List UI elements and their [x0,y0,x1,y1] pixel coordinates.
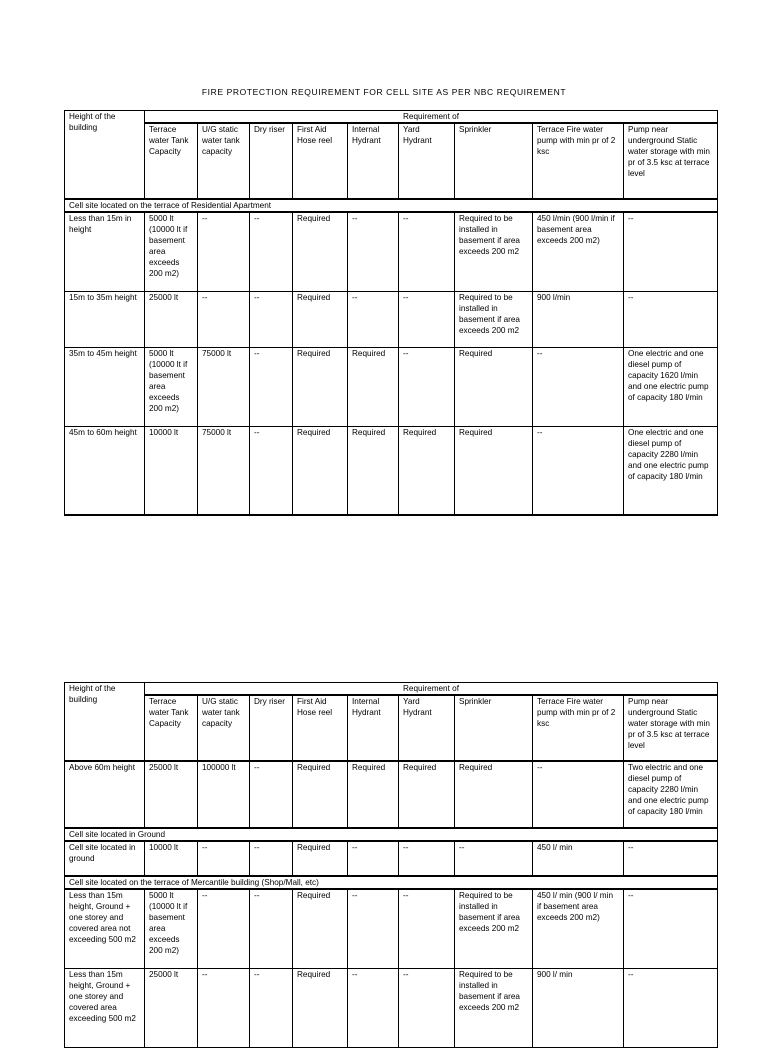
header-col: Internal Hydrant [348,695,399,761]
table-row [65,889,718,968]
header-row-top [65,683,718,696]
cell: One electric and one diesel pump of capacity 2280 l/min and one electric pump of capacity 180 l/min [624,426,718,515]
header-row-cols [65,123,718,199]
cell: 450 l/min (900 l/min if basement area exceeds 200 m2) [533,212,624,291]
cell: -- [399,968,455,1047]
cell: -- [533,761,624,828]
cell: -- [198,212,250,291]
cell: -- [250,889,293,968]
cell: -- [399,291,455,347]
cell: Required to be installed in basement if area exceeds 200 m2 [455,212,533,291]
section-row [65,876,718,889]
cell: -- [250,212,293,291]
cell: Required [293,212,348,291]
cell: Required [293,841,348,876]
cell: 900 l/ min [533,968,624,1047]
cell: -- [250,426,293,515]
cell: -- [250,291,293,347]
cell: One electric and one diesel pump of capacity 1620 l/min and one electric pump of capacity 180 l/min [624,347,718,426]
cell: Required [455,426,533,515]
header-col: Sprinkler [455,123,533,199]
header-col: Terrace Fire water pump with min pr of 2 ksc [533,695,624,761]
header-col: Pump near underground Static water storage with min pr of 3.5 ksc at terrace level [624,123,718,199]
header-height: Height of the building [65,111,145,200]
cell: 100000 lt [198,761,250,828]
cell: -- [250,347,293,426]
header-col: Dry riser [250,695,293,761]
cell: Required [293,347,348,426]
header-col: Pump near underground Static water storage with min pr of 3.5 ksc at terrace level [624,695,718,761]
cell: Less than 15m height, Ground + one storey and covered area not exceeding 500 m2 [65,889,145,968]
header-col: First Aid Hose reel [293,123,348,199]
cell: Required [348,426,399,515]
cell: 5000 lt (10000 lt if basement area exceeds 200 m2) [145,212,198,291]
cell: 25000 lt [145,968,198,1047]
fire-protection-table-continued [64,682,718,1048]
cell: 25000 lt [145,761,198,828]
cell: -- [624,212,718,291]
section-label: Cell site located in Ground [65,828,718,841]
cell: -- [624,968,718,1047]
cell: 35m to 45m height [65,347,145,426]
cell: 450 l/ min (900 l/ min if basement area exceeds 200 m2) [533,889,624,968]
cell: -- [198,291,250,347]
section-row [65,828,718,841]
header-col: U/G static water tank capacity [198,695,250,761]
header-col: Yard Hydrant [399,123,455,199]
table-row [65,291,718,347]
cell: Required [455,347,533,426]
table-row [65,212,718,291]
cell: 450 l/ min [533,841,624,876]
cell: -- [250,968,293,1047]
table-row [65,841,718,876]
cell: -- [399,212,455,291]
cell: -- [533,347,624,426]
cell: 900 l/min [533,291,624,347]
cell: -- [348,291,399,347]
cell: 5000 lt (10000 lt if basement area exceeds 200 m2) [145,347,198,426]
table-row [65,761,718,828]
section-label: Cell site located on the terrace of Mercantile building (Shop/Mall, etc) [65,876,718,889]
table-row [65,426,718,515]
cell: 15m to 35m height [65,291,145,347]
cell: -- [250,841,293,876]
cell: Required to be installed in basement if area exceeds 200 m2 [455,889,533,968]
cell: -- [533,426,624,515]
cell: Required [399,426,455,515]
table-row [65,968,718,1047]
cell: Required [399,761,455,828]
cell: -- [348,212,399,291]
cell: -- [399,841,455,876]
cell: Required [348,347,399,426]
cell: -- [250,761,293,828]
cell: -- [348,841,399,876]
header-col: Terrace water Tank Capacity [145,123,198,199]
header-height: Height of the building [65,683,145,762]
cell: Less than 15m in height [65,212,145,291]
cell: Required [293,889,348,968]
cell: -- [399,347,455,426]
header-col: Dry riser [250,123,293,199]
cell: Required to be installed in basement if area exceeds 200 m2 [455,291,533,347]
cell: Above 60m height [65,761,145,828]
cell: -- [624,291,718,347]
cell: Less than 15m height, Ground + one storey and covered area exceeding 500 m2 [65,968,145,1047]
cell: Required [293,426,348,515]
header-row-cols [65,695,718,761]
cell: Two electric and one diesel pump of capacity 2280 l/min and one electric pump of capacity 180 l/min [624,761,718,828]
cell: Required [293,968,348,1047]
header-col: Terrace water Tank Capacity [145,695,198,761]
cell: Cell site located in ground [65,841,145,876]
cell: 45m to 60m height [65,426,145,515]
header-col: Sprinkler [455,695,533,761]
cell: -- [348,968,399,1047]
cell: -- [198,889,250,968]
fire-protection-table-residential [64,110,718,516]
header-col: First Aid Hose reel [293,695,348,761]
cell: -- [198,841,250,876]
cell: 75000 lt [198,347,250,426]
cell: 5000 lt (10000 lt if basement area exceeds 200 m2) [145,889,198,968]
header-col: Internal Hydrant [348,123,399,199]
document-title: FIRE PROTECTION REQUIREMENT FOR CELL SITE AS PER NBC REQUIREMENT [201,87,567,97]
cell: -- [348,889,399,968]
header-col: U/G static water tank capacity [198,123,250,199]
table-row [65,347,718,426]
cell: -- [198,968,250,1047]
section-label: Cell site located on the terrace of Residential Apartment [65,199,718,212]
header-col: Yard Hydrant [399,695,455,761]
cell: -- [455,841,533,876]
cell: -- [399,889,455,968]
header-row-top [65,111,718,124]
cell: Required to be installed in basement if area exceeds 200 m2 [455,968,533,1047]
section-row [65,199,718,212]
header-requirement-of: Requirement of [145,683,718,696]
cell: 75000 lt [198,426,250,515]
cell: -- [624,889,718,968]
cell: Required [293,761,348,828]
cell: 10000 lt [145,841,198,876]
cell: -- [624,841,718,876]
cell: 25000 lt [145,291,198,347]
header-col: Terrace Fire water pump with min pr of 2 ksc [533,123,624,199]
cell: Required [348,761,399,828]
header-requirement-of: Requirement of [145,111,718,124]
cell: Required [455,761,533,828]
cell: Required [293,291,348,347]
cell: 10000 lt [145,426,198,515]
